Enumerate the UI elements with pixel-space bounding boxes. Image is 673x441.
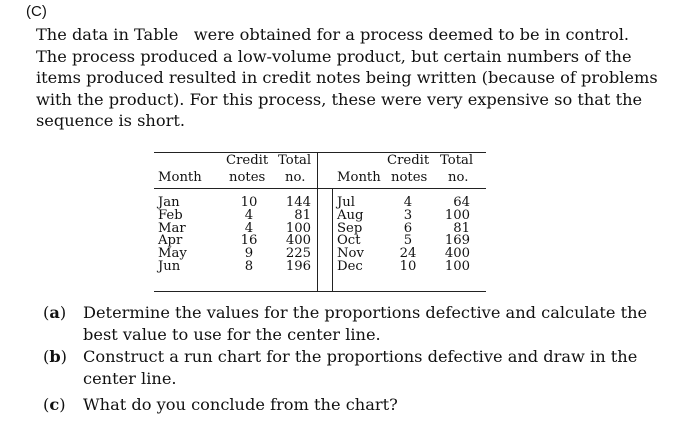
table-divider-mid (317, 152, 318, 291)
table-cell: Jul (337, 195, 355, 210)
problem-statement (36, 24, 658, 132)
table-cell: 5 (403, 233, 413, 249)
right-credit-column (394, 197, 422, 274)
table-cell: 400 (444, 246, 470, 262)
table-cell: 64 (453, 195, 470, 210)
left-total-column (278, 197, 311, 274)
right-total-column (438, 197, 470, 274)
question-tag: (b) (43, 347, 67, 366)
credit-notes-table (154, 152, 486, 292)
header-notes-left: notes (229, 170, 266, 185)
table-cell: 6 (403, 220, 413, 236)
table-cell: 10 (240, 195, 258, 210)
table-cell: 9 (244, 246, 254, 262)
header-no-left: no. (285, 170, 306, 185)
intro-line: items produced resulted in credit notes being written (because of problems (36, 68, 658, 88)
table-cell: Feb (158, 207, 183, 223)
question-text: Construct a run chart for the proportions defective and draw in the (83, 347, 638, 366)
table-cell: 225 (285, 246, 311, 262)
table-cell: 4 (403, 195, 413, 210)
table-cell: Nov (337, 246, 364, 262)
table-cell: 144 (285, 195, 311, 210)
table-cell: 81 (453, 220, 470, 236)
intro-line: with the product). For this process, these were very expensive so that the (36, 89, 643, 109)
table-cell: 100 (444, 258, 470, 274)
table-cell: 100 (285, 220, 311, 236)
header-credit-left: Credit (226, 153, 269, 168)
header-no-right: no. (448, 170, 469, 185)
right-month-column (337, 197, 377, 274)
table-cell: Jun (158, 258, 181, 274)
table-cell: 400 (285, 233, 311, 249)
table-cell: 100 (444, 207, 470, 223)
header-total-right: Total (440, 153, 474, 168)
table-cell: 169 (444, 233, 470, 249)
table-cell: 16 (240, 233, 258, 249)
question-text: best value to use for the center line. (83, 325, 381, 344)
table-top-rule (154, 152, 486, 153)
header-notes-right: notes (391, 170, 428, 185)
table-cell: Mar (158, 220, 186, 236)
table-cell: Sep (337, 220, 363, 236)
table-header-rule (154, 188, 486, 189)
question-b (43, 346, 643, 390)
question-c (43, 394, 643, 416)
left-credit-column (234, 197, 264, 274)
table-cell: 24 (399, 246, 417, 262)
header-total-left: Total (278, 153, 312, 168)
table-cell: 196 (285, 258, 311, 274)
question-tag: (a) (43, 303, 67, 322)
table-cell: 4 (244, 220, 254, 236)
table-cell: Apr (158, 233, 183, 249)
table-bottom-rule (154, 291, 486, 292)
question-text: Determine the values for the proportions defective and calculate the (83, 303, 648, 322)
table-cell: 3 (403, 207, 413, 223)
intro-line: The data in Table were obtained for a process deemed to be in control. (36, 25, 630, 44)
question-a (43, 302, 648, 346)
header-month-left: Month (158, 170, 202, 185)
table-cell: Jan (158, 195, 180, 210)
intro-line: The process produced a low-volume product, but certain numbers of the (36, 46, 632, 66)
table-cell: Dec (337, 258, 363, 274)
question-text: What do you conclude from the chart? (83, 395, 398, 414)
table-cell: 8 (244, 258, 254, 274)
intro-line: sequence is short. (36, 111, 185, 131)
question-list (43, 302, 648, 416)
table-cell: Oct (337, 233, 361, 249)
table-cell: 81 (294, 207, 311, 223)
table-cell: 4 (244, 207, 254, 223)
section-label: (C) (26, 3, 47, 20)
table-cell: Aug (337, 207, 364, 223)
table-cell: May (158, 246, 187, 262)
question-text: center line. (83, 369, 177, 388)
header-month-right: Month (337, 170, 381, 185)
question-tag: (c) (43, 395, 66, 414)
table-divider-right (332, 188, 333, 291)
table-cell: 10 (399, 258, 417, 274)
header-credit-right: Credit (387, 153, 430, 168)
left-month-column (158, 197, 198, 274)
